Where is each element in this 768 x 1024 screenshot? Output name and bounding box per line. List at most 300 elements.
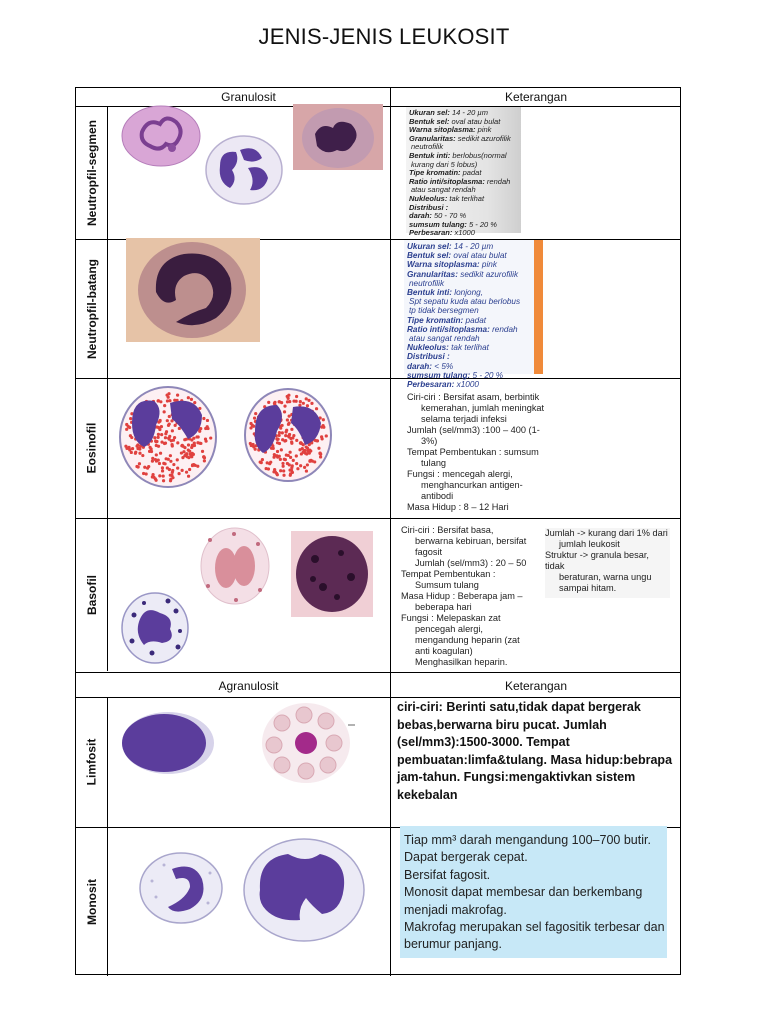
granule-dot [159,419,162,422]
granule-dot [295,439,298,442]
lymphocyte-drawing [120,710,216,776]
granule-dot [285,429,288,432]
neutrophil-segmented-micrograph-2 [293,104,383,170]
granule-dot [284,434,287,437]
row-divider-4 [76,672,680,673]
granule-dot [166,466,169,469]
granule-dot [127,446,130,449]
granule-dot [203,459,206,462]
granule-dot [148,446,151,449]
info-line: Makrofag merupakan sel fagositik terbesar dan berumur panjang. [404,920,665,952]
granule-dot [160,441,163,444]
info-key: Perbesaran: [409,228,453,238]
page-title: JENIS-JENIS LEUKOSIT [258,24,510,49]
leukocyte-table [75,87,681,975]
info-line [407,316,542,325]
granule-dot [278,455,281,458]
info-value: tak terlihat [448,343,489,353]
granule-dot [143,466,146,469]
granule-dot [209,436,212,439]
info-key: Perbesaran: [407,380,455,390]
info-value: padat [463,315,487,325]
granule-dot [202,417,205,420]
eosinophil-drawing-1 [118,385,218,489]
info-value: berlobus(normal [450,150,507,160]
monocyte-drawing-2 [240,834,366,942]
basophil-drawing [120,591,190,665]
granule-dot [154,458,157,461]
info-line: Tempat Pembentukan : [401,569,496,579]
info-value: neutrofilik [411,142,444,152]
info-line: Masa Hidup : Beberapa jam – [401,591,523,601]
info-value: tp tidak bersegmen [409,306,479,316]
granule-dot [310,402,313,405]
granule-dot [295,454,298,457]
granule-dot [162,462,165,465]
granule-dot [305,469,308,472]
granule-dot [159,400,162,403]
info-line: menghancurkan antigen- [421,480,523,490]
granule-dot [195,435,198,438]
granule-dot [174,424,177,427]
label-column-divider-2 [107,697,108,976]
granule-dot [166,399,169,402]
info-line: Jumlah (sel/mm3) : 20 – 50 [415,558,527,568]
granule-dot [206,419,209,422]
info-line [407,343,542,352]
granule-dot [322,418,325,421]
granule-dot [155,440,158,443]
info-line: Fungsi : mencegah alergi, [407,469,513,479]
granule-dot [150,450,153,453]
label-column-divider [107,106,108,671]
info-value: 14 - 20 µm [451,242,494,251]
info-line: bebas,berwarna biru pucat. Jumlah [397,717,607,732]
granule-dot [321,437,324,440]
info-key: sumsum tulang: [409,219,467,229]
info-key: Bentuk inti: [409,150,451,160]
granule-dot [155,453,158,456]
granule-dot [279,469,282,472]
row-label-text: Basofil [84,574,99,616]
info-line: mengandung heparin (zat [415,635,520,645]
granule-dot [292,459,295,462]
granule-dot [286,400,289,403]
granule-dot [299,441,302,444]
granule-dot [177,472,180,475]
info-value: atau sangat rendah [411,185,476,195]
granule-dot [306,463,309,466]
header-agranulosit: Agranulosit [218,679,279,693]
granule-dot [201,450,204,453]
granule-dot [183,446,186,449]
info-line: antibodi [421,491,454,501]
granule-dot [162,479,165,482]
granule-dot [168,415,171,418]
granule-dot [163,410,166,413]
info-key: Tipe kromatin: [407,315,464,325]
info-line: jumlah leukosit [559,539,620,549]
row-label-text: Limfosit [84,738,99,786]
row-label-text: Neutropfil-segmen [84,119,99,226]
info-line [409,229,521,238]
info-line [407,297,542,306]
row-label-text: Neutropfil-batang [84,258,99,359]
info-value: 14 - 20 µm [449,108,488,117]
row-label-neutrofil-batang [76,239,107,378]
granule-dot [295,395,298,398]
granule-dot [281,462,284,465]
info-line: anti koagulan) [415,646,473,656]
info-line: Masa Hidup : 8 – 12 Hari [407,502,509,512]
granule-dot [288,415,291,418]
neutrofil-batang-info [404,240,542,390]
granule-dot [260,461,263,464]
granule-dot [290,428,293,431]
header-granulosit: Granulosit [221,90,276,104]
info-line: sampai hitam. [559,583,617,593]
info-value: atau sangat rendah [409,334,480,344]
info-value: < 5% [432,361,454,371]
info-key: Ukuran sel: [407,242,452,251]
granule-dot [288,469,291,472]
info-key: Warna sitoplasma: [409,125,476,135]
row-label-text: Monosit [84,878,99,925]
info-value: Spt sepatu kuda atau berlobus [409,297,521,307]
granule-dot [268,462,271,465]
info-line [407,306,542,315]
granule-dot [191,444,194,447]
header-keterangan-2: Keterangan [504,679,568,693]
info-line: Jumlah (sel/mm3) :100 – 400 (1- [407,425,540,435]
info-line: 3%) [421,436,438,446]
granule-dot [282,474,285,477]
row-label-neutrofil-segmen [76,106,107,239]
granule-dot [187,396,190,399]
info-value: oval atau bulat [449,116,501,126]
granule-dot [299,464,302,467]
granule-dot [204,440,207,443]
granule-dot [253,417,256,420]
granule-dot [290,440,293,443]
granule-dot [161,469,164,472]
granule-dot [158,474,161,477]
row-label-limfosit [76,697,107,827]
info-key: Tipe kromatin: [409,168,461,178]
lymphocyte-micrograph [260,701,356,785]
granule-dot [249,426,252,429]
row-divider-5 [76,697,680,698]
granule-dot [163,404,166,407]
info-line [407,325,542,334]
granule-dot [280,448,283,451]
granule-dot [161,466,164,469]
info-line [407,288,542,297]
granule-dot [159,452,162,455]
granule-dot [193,401,196,404]
neutrofil-segmen-info [406,107,521,238]
granule-dot [267,401,270,404]
granule-dot [154,479,157,482]
basofil-info-left [401,525,549,668]
granule-dot [306,404,309,407]
info-line: pembuatan:limfa&tulang. Masa hidup:bebrapa [397,752,673,767]
granule-dot [206,427,209,430]
row-label-eosinofil [76,378,107,518]
granule-dot [125,428,128,431]
info-line: Ciri-ciri : Bersifat basa, [401,525,494,535]
granule-dot [281,438,284,441]
granule-dot [151,475,154,478]
info-line: Tempat Pembentukan : sumsum [407,447,539,457]
info-line: fagosit [415,547,443,557]
orange-bar [534,240,543,374]
granule-dot [249,442,252,445]
granule-dot [138,462,141,465]
granule-dot [303,466,306,469]
granule-dot [289,451,292,454]
info-value: pink [479,260,497,270]
granule-dot [158,428,161,431]
info-value: rendah [484,176,511,186]
granule-dot [307,399,310,402]
info-value: tak terlihat [447,193,485,203]
neutrophil-segmented-drawing [204,134,284,206]
granule-dot [168,435,171,438]
info-key: sumsum tulang: [407,370,471,380]
granule-dot [171,429,174,432]
granule-dot [158,462,161,465]
granule-dot [142,472,145,475]
granule-dot [168,422,171,425]
granule-dot [283,405,286,408]
granule-dot [286,462,289,465]
granule-dot [129,434,132,437]
info-key: Ratio inti/sitoplasma: [409,176,485,186]
granule-dot [291,464,294,467]
limfosit-info [397,699,679,804]
granule-dot [125,423,128,426]
info-value: oval atau bulat [451,251,507,261]
granule-dot [151,460,154,463]
granule-dot [282,469,285,472]
granule-dot [157,433,160,436]
granule-dot [188,450,191,453]
granule-dot [153,436,156,439]
granule-dot [289,437,292,440]
granule-dot [165,393,168,396]
info-line [407,352,542,361]
info-line: Jumlah -> kurang dari 1% dari [545,528,668,538]
column-divider [390,88,391,976]
info-key: Distribusi : [407,352,450,362]
info-key: Nukleolus: [409,193,448,203]
info-line [407,334,542,343]
info-key: Ukuran sel: [409,108,450,117]
granule-dot [272,456,275,459]
row-label-basofil [76,518,107,672]
neutrophil-band-micrograph [126,238,260,342]
eosinophil-drawing-2 [243,387,333,483]
granule-dot [136,443,139,446]
granule-dot [181,469,184,472]
granule-dot [286,418,289,421]
granule-dot [183,454,186,457]
info-line: beraturan, warna ungu [559,572,652,582]
granule-dot [325,434,328,437]
granule-dot [279,427,282,430]
granule-dot [265,467,268,470]
granule-dot [313,460,316,463]
granule-dot [254,412,257,415]
granule-dot [319,455,322,458]
granule-dot [299,400,302,403]
info-line: Struktur -> granula besar, tidak [545,550,649,571]
info-key: Granularitas: [407,269,458,279]
info-value: x1000 [454,380,479,390]
granule-dot [272,470,275,473]
granule-dot [198,442,201,445]
granule-dot [187,475,190,478]
info-line [407,242,542,251]
info-key: Ratio inti/sitoplasma: [407,324,490,334]
granule-dot [298,448,301,451]
granule-dot [162,474,165,477]
info-line [407,362,542,371]
header-keterangan: Keterangan [504,90,568,104]
info-key: Bentuk inti: [407,288,453,298]
row-label-text: Eosinofil [84,422,99,474]
info-line: Sumsum tulang [415,580,479,590]
granule-dot [315,407,318,410]
granule-dot [181,444,184,447]
granule-dot [295,462,298,465]
info-line: pencegah alergi, [415,624,483,634]
info-line [407,260,542,269]
granule-dot [137,465,140,468]
granule-dot [322,426,325,429]
info-line: Dapat bergerak cepat. [404,850,528,865]
granule-dot [292,434,295,437]
info-key: Granularitas: [409,133,456,143]
granule-dot [196,465,199,468]
info-value: sedikit azurofilik [457,269,519,279]
info-line: ciri-ciri: Berinti satu,tidak dapat bergerak [397,700,641,714]
granule-dot [278,434,281,437]
info-key: darah: [409,211,432,221]
granule-dot [185,471,188,474]
row-label-monosit [76,827,107,976]
info-line: kemerahan, jumlah meningkat [421,403,545,413]
granule-dot [298,404,301,407]
basophil-micrograph-2 [291,531,373,617]
granule-dot [157,445,160,448]
granule-dot [296,467,299,470]
granule-dot [172,463,175,466]
info-line: Monosit dapat membesar dan berkembang menjadi makrofag. [404,885,643,917]
info-key: Warna sitoplasma: [407,260,480,270]
granule-dot [251,443,254,446]
basophil-micrograph-1 [200,526,270,606]
info-key: Nukleolus: [407,343,449,353]
monocyte-drawing-1 [138,851,224,925]
info-value: pink [475,125,492,135]
basofil-info-right [545,528,670,598]
granule-dot [279,458,282,461]
granule-dot [134,452,137,455]
granule-dot [287,454,290,457]
info-line [407,270,542,279]
info-line [407,380,542,389]
info-line: Ciri-ciri : Bersifat asam, berbintik [407,392,540,402]
granule-dot [283,458,286,461]
granule-dot [292,400,295,403]
info-line: Tiap mm³ darah mengandung 100–700 butir. [404,833,651,847]
info-key: Distribusi : [409,202,449,212]
granule-dot [192,453,195,456]
granule-dot [281,431,284,434]
granule-dot [289,474,292,477]
granule-dot [315,439,318,442]
granule-dot [317,447,320,450]
info-key: darah: [407,361,433,371]
granule-dot [176,466,179,469]
granule-dot [288,421,291,424]
granule-dot [157,459,160,462]
granule-dot [141,454,144,457]
info-line [407,251,542,260]
row-divider-2 [76,378,680,379]
granule-dot [169,479,172,482]
granule-dot [129,417,132,420]
granule-dot [309,449,312,452]
granule-dot [176,441,179,444]
granule-dot [138,452,141,455]
granule-dot [166,419,169,422]
granule-dot [187,443,190,446]
info-line [407,279,542,288]
granule-dot [319,452,322,455]
info-key: Bentuk sel: [407,251,452,261]
granule-dot [176,458,179,461]
granule-dot [278,431,281,434]
info-line: jam-tahun. Fungsi:mengaktivkan sistem [397,770,636,784]
info-line: Menghasilkan heparin. [415,657,508,667]
granule-dot [278,400,281,403]
granule-dot [173,436,176,439]
info-line: berwarna kebiruan, bersifat [415,536,527,546]
granule-dot [146,467,149,470]
info-line: Bersifat fagosit. [404,867,491,882]
granule-dot [276,438,279,441]
info-value: padat [460,168,482,178]
info-value: 5 - 20 % [470,370,504,380]
info-value: 5 - 20 % [466,219,497,229]
granule-dot [282,465,285,468]
granule-dot [190,398,193,401]
granule-dot [180,451,183,454]
granule-dot [276,450,279,453]
granule-dot [170,439,173,442]
info-line: selama terjadi infeksi [421,414,507,424]
granule-dot [170,443,173,446]
eosinofil-info [407,392,547,513]
granule-dot [164,436,167,439]
info-value: neutrofilik [409,278,445,288]
info-line: beberapa hari [415,602,472,612]
info-value: lonjong, [452,288,483,298]
granule-dot [167,458,170,461]
